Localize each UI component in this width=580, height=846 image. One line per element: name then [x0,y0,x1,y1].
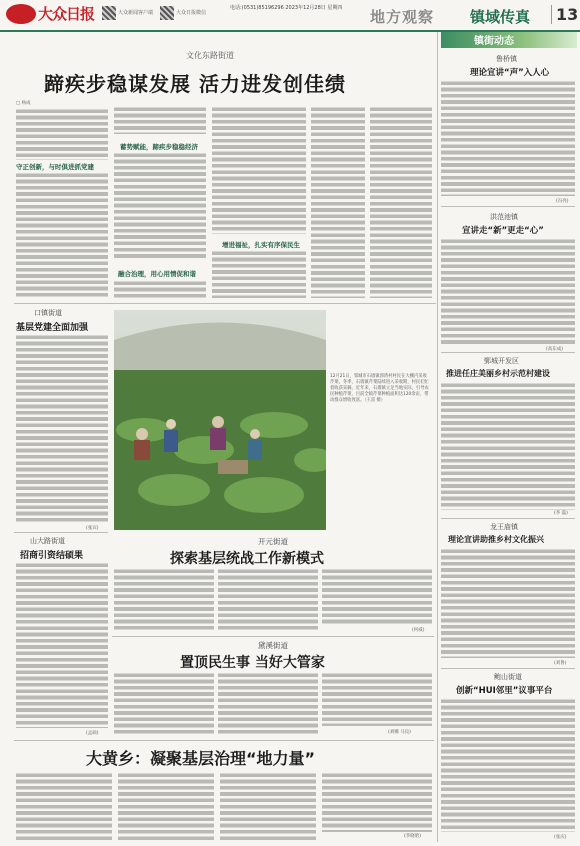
sidebar-item-kicker: 鲍山街道 [494,673,522,681]
photo-caption: 12月21日，邹城市石墙镇郭湾村村民在大棚内采收芹菜。冬季，石墙镇芹菜陆续进入采收期，村民们忙着收获采摘。近年来，石墙镇立足当地实际，引导农民种植芹菜，目前全镇芹菜种植面积达120余亩，带动群众增收致富。（王雷 摄） [330,374,429,403]
lead-body [114,106,206,134]
story-source: (何威) [412,628,425,633]
story-body [218,672,318,734]
story-body [114,568,214,632]
divider [14,303,436,304]
lead-author: □ 杨成 [16,101,31,106]
sidebar-item-source: (张庆) [554,835,567,840]
lead-body [114,152,206,260]
lead-subhead: 增进福祉，扎实有序保民生 [222,241,300,249]
sidebar-banner-title: 镇街动态 [474,36,514,47]
lead-body [370,106,432,298]
lead-body [311,106,365,298]
divider [441,352,575,353]
lead-subhead: 蓄势赋能，蹄疾步稳稳经济 [120,143,198,151]
masthead [0,0,580,32]
story-body [16,334,108,524]
story-body [16,562,108,728]
lead-kicker: 文化东路街道 [186,51,234,60]
sidebar-item-source: (李 磊) [554,511,568,516]
story-headline: 招商引资结硕果 [20,551,84,561]
sidebar-item-body [441,548,575,658]
lead-body [16,108,108,160]
section-subtitle: 镇域传真 [470,8,531,26]
story-headline: 大黄乡：凝聚基层治理“地力量” [86,749,316,768]
lead-subhead: 守正创新，与时俱进抓党建 [16,163,94,171]
sidebar-item-kicker: 鄄城开发区 [484,357,519,365]
sidebar-item-source: (高东成) [546,347,564,352]
story-kicker: 口镇街道 [34,309,62,317]
lead-headline: 蹄疾步稳谋发展 活力进发创佳绩 [44,72,346,96]
sidebar-item-headline: 宣讲走“新”更走“心” [462,226,544,236]
paper-name: 大众日报 [38,5,95,23]
celery-harvest-photo [114,310,326,530]
lead-body [114,280,206,298]
qr-code-icon [102,6,116,20]
divider [441,206,575,207]
divider [14,740,434,741]
divider [441,668,575,669]
lead-body [212,106,306,234]
sidebar-item-headline: 推进任庄美丽乡村示范村建设 [446,369,550,378]
qr-code-icon [160,6,174,20]
story-source: (李晓晗) [404,834,422,839]
lead-subhead: 融合治理，用心用情促和谐 [118,270,196,278]
story-body [16,772,112,840]
sidebar-item-kicker: 鲁桥镇 [496,55,517,63]
story-kicker: 黛溪街道 [258,641,288,650]
sidebar-item-source: (冯亮) [556,199,569,204]
sidebar-item-kicker: 龙王庙镇 [490,523,518,531]
masthead-meta: 电话:(0531)85196296 2023年12月28日 星期四 [230,5,343,11]
lead-body [212,250,306,298]
story-body [322,568,432,624]
story-kicker: 山大路街道 [30,537,65,545]
divider [14,532,108,533]
story-source: (刘娜 马良) [388,730,411,735]
sidebar-item-body [441,80,575,196]
section-title: 地方观察 [370,8,435,26]
sidebar-item-source: (刘鲁) [554,661,567,666]
story-source: (张宾) [86,526,99,531]
sidebar-item-kicker: 洪范池镇 [490,213,518,221]
story-body [220,772,316,840]
newspaper-logo-icon [6,4,36,24]
sidebar-item-body [441,698,575,832]
story-body [114,672,214,734]
lead-body [16,172,108,298]
page-number: 13 [551,5,578,24]
sidebar-item-body [441,238,575,346]
story-body [118,772,214,840]
story-body [322,672,432,726]
sidebar-item-headline: 理论宣讲助推乡村文化振兴 [448,535,544,544]
story-body [322,772,432,832]
divider [441,518,575,519]
story-headline: 置顶民生事 当好大管家 [180,655,325,671]
qr-left-label: 大众新闻客户端 [118,10,154,16]
story-headline: 探索基层统战工作新模式 [170,551,324,567]
sidebar-item-headline: 理论宣讲“声”入人心 [470,68,550,78]
sidebar-item-body [441,382,575,510]
news-photo [114,310,326,530]
qr-right-label: 大众日报微信 [176,10,207,16]
story-headline: 基层党建全面加强 [16,323,89,333]
story-body [218,568,318,632]
sidebar-item-headline: 创新“HUI邻里”议事平台 [456,686,553,696]
story-source: (孟硕) [86,731,99,736]
story-kicker: 开元街道 [258,537,288,546]
divider [112,636,434,637]
column-divider [437,32,438,842]
